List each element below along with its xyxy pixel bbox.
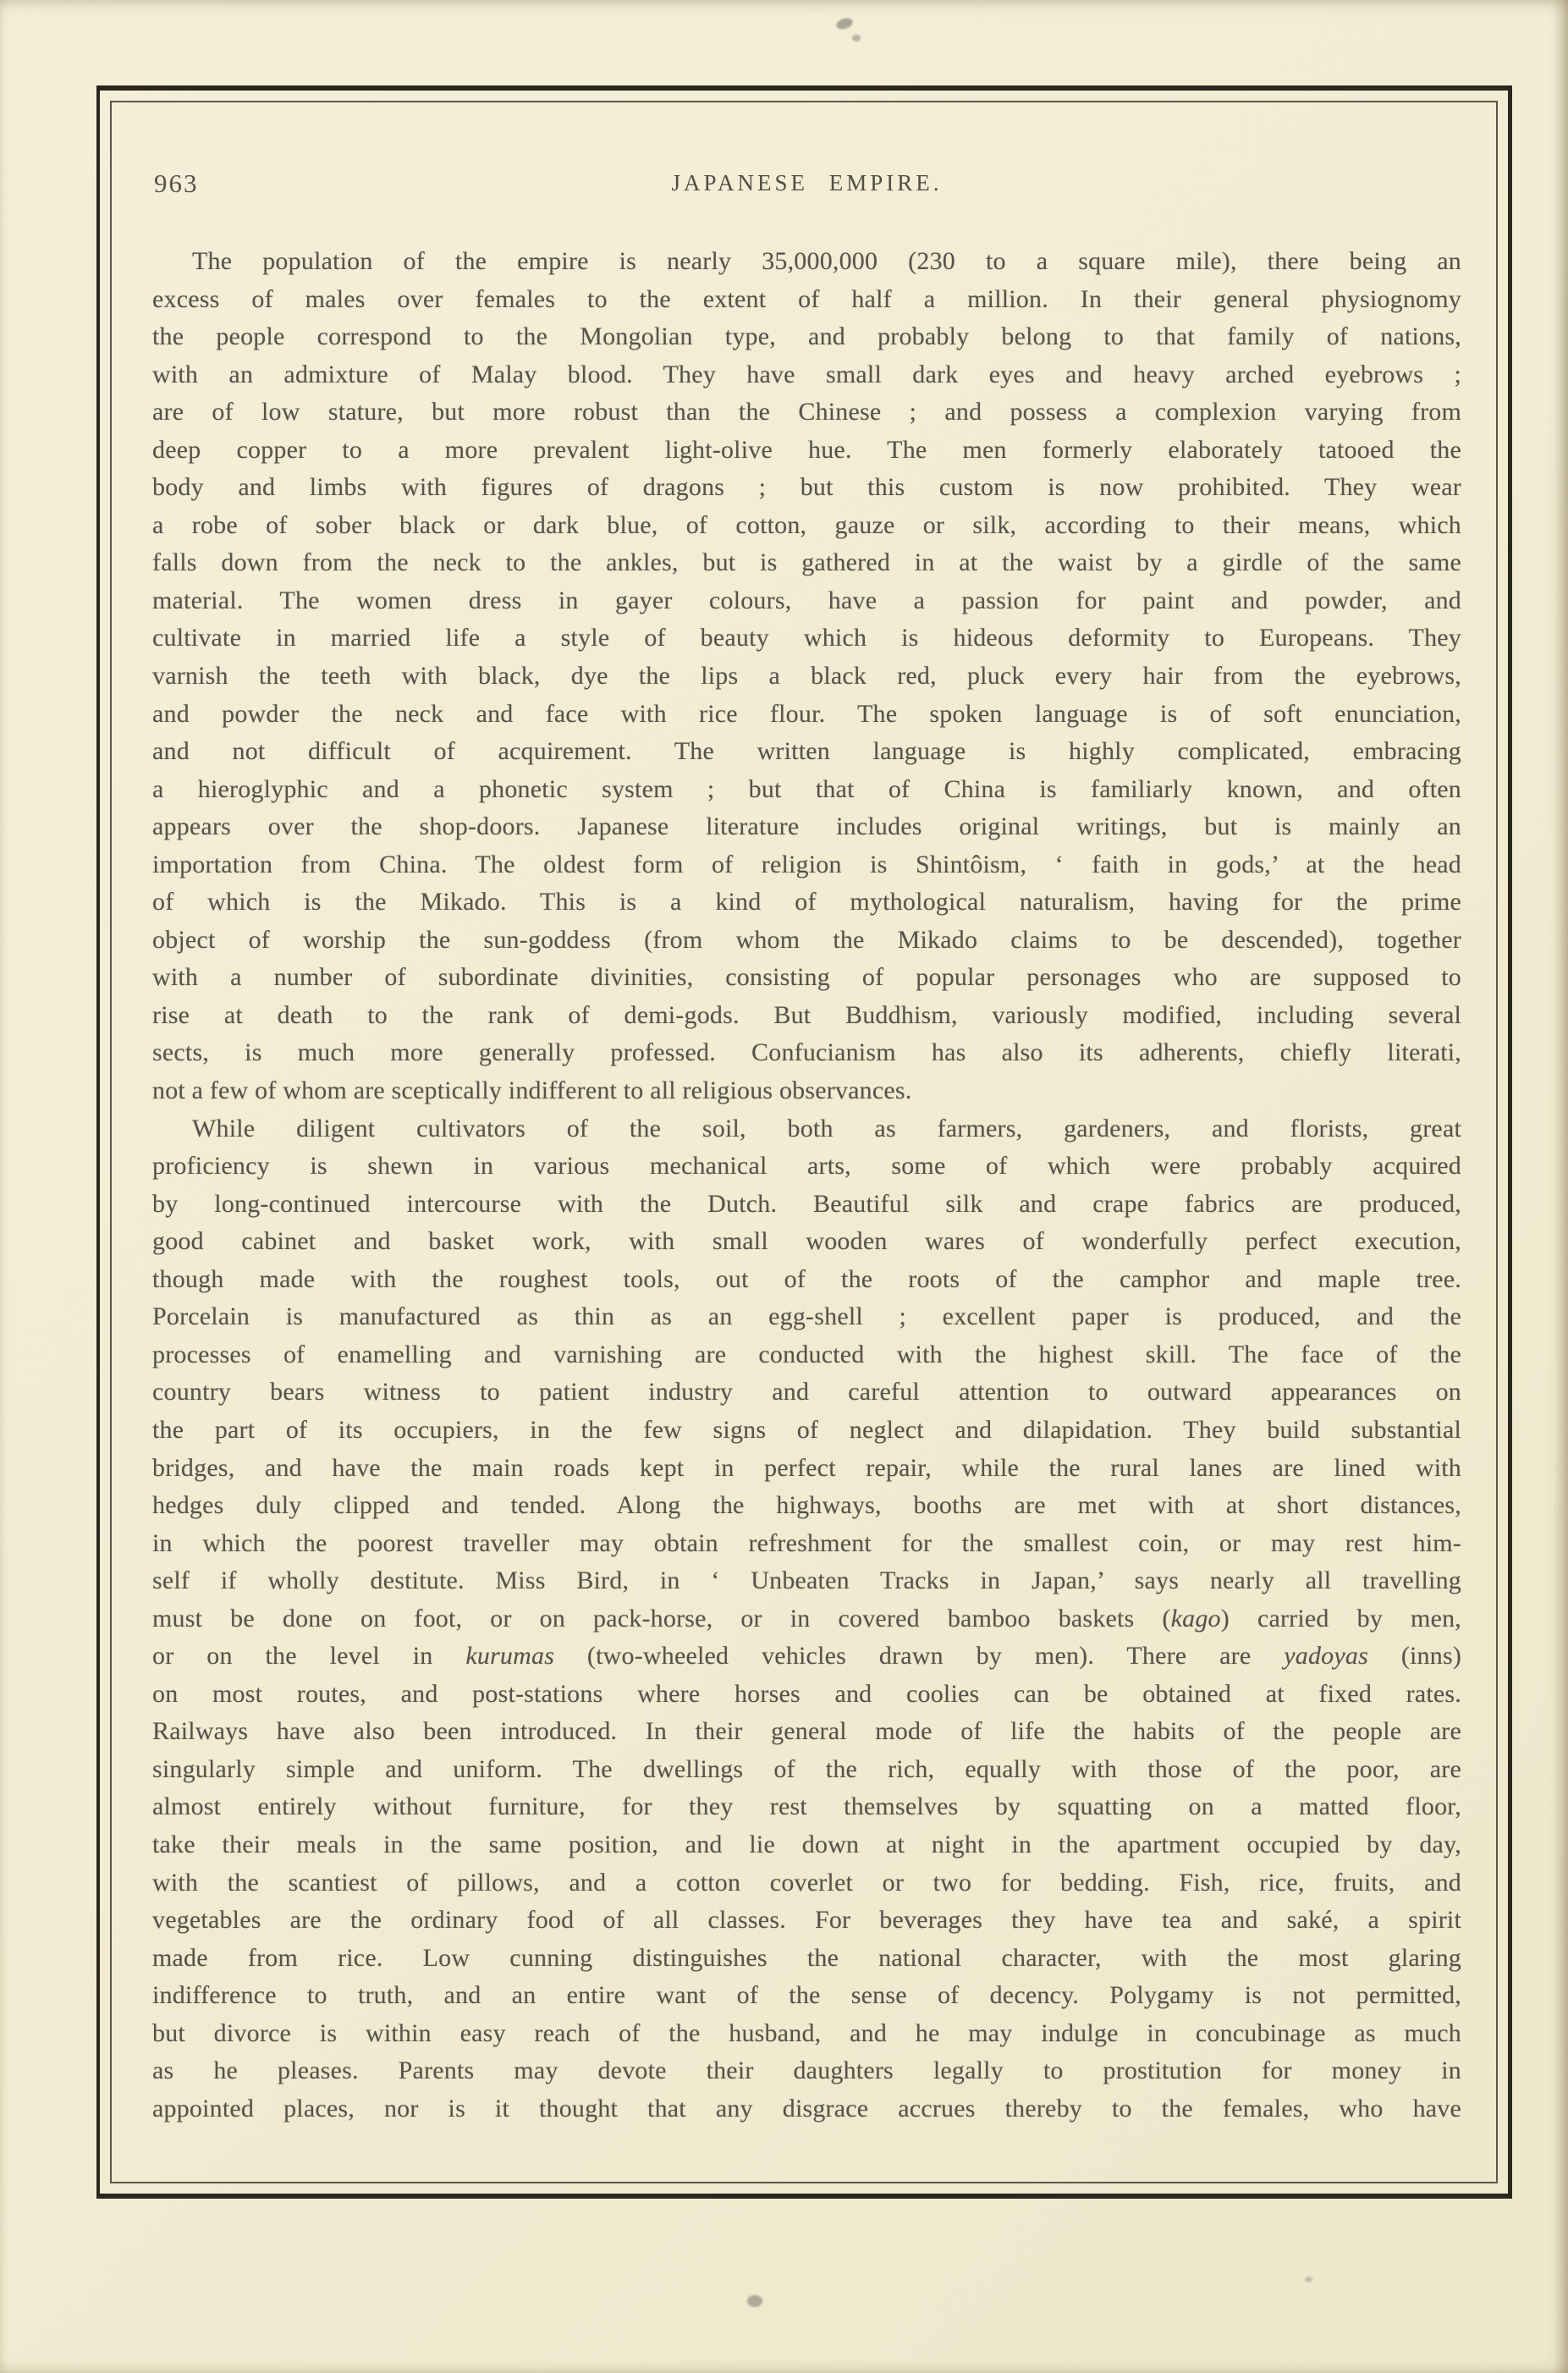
text-line: though made with the roughest tools, out of the roots of the camphor and maple tree. <box>152 1264 1461 1293</box>
text-line: the part of its occupiers, in the few signs of neglect and dilapidation. They build substantial <box>152 1415 1461 1444</box>
text-line: appears over the shop-doors. Japanese literature includes original writings, but is mainly an <box>152 812 1461 841</box>
text-line: with a number of subordinate divinities, consisting of popular personages who are supposed to <box>152 963 1461 992</box>
page-border-outer <box>96 85 1512 2199</box>
text-line: almost entirely without furniture, for they rest themselves by squatting on a matted floor, <box>152 1792 1461 1821</box>
text-line: material. The women dress in gayer colours, have a passion for paint and powder, and <box>152 586 1461 614</box>
text-line: a robe of sober black or dark blue, of cotton, gauze or silk, according to their means, which <box>152 510 1461 539</box>
text-line: importation from China. The oldest form of religion is Shintôism, ‘ faith in gods,’ at the head <box>152 850 1461 878</box>
running-header: JAPANESE EMPIRE. <box>671 170 943 195</box>
text-line: good cabinet and basket work, with small wooden wares of wonderfully perfect execution, <box>152 1227 1461 1256</box>
page-border-inner <box>110 101 1498 2183</box>
scan-speck <box>835 16 855 31</box>
text-line: hedges duly clipped and tended. Along the highways, booths are met with at short distances, <box>152 1491 1461 1520</box>
text-line: are of low stature, but more robust than the Chinese ; and possess a complexion varying from <box>152 398 1461 427</box>
paragraph <box>152 243 1461 1110</box>
text-line: and not difficult of acquirement. The written language is highly complicated, embracing <box>152 737 1461 766</box>
text-line: body and limbs with figures of dragons ; but this custom is now prohibited. They wear <box>152 473 1461 502</box>
text-line: self if wholly destitute. Miss Bird, in ‘ Unbeaten Tracks in Japan,’ says nearly all travelling <box>152 1566 1461 1595</box>
text-line: falls down from the neck to the ankles, but is gathered in at the waist by a girdle of the same <box>152 548 1461 577</box>
scan-speck <box>1305 2277 1312 2282</box>
text-line: with an admixture of Malay blood. They have small dark eyes and heavy arched eyebrows ; <box>152 360 1461 388</box>
text-line: made from rice. Low cunning distinguishes the national character, with the most glaring <box>152 1943 1461 1972</box>
text-line: cultivate in married life a style of beauty which is hideous deformity to Europeans. They <box>152 624 1461 652</box>
text-line: rise at death to the rank of demi-gods. But Buddhism, variously modified, including several <box>152 1000 1461 1029</box>
text-line: appointed places, nor is it thought that any disgrace accrues thereby to the females, who have <box>152 2094 1461 2122</box>
text-line: deep copper to a more prevalent light-olive hue. The men formerly elaborately tatooed the <box>152 435 1461 464</box>
text-line: and powder the neck and face with rice flour. The spoken language is of soft enunciation, <box>152 699 1461 728</box>
text-line: singularly simple and uniform. The dwellings of the rich, equally with those of the poor, are <box>152 1754 1461 1783</box>
text-line: bridges, and have the main roads kept in perfect repair, while the rural lanes are lined with <box>152 1453 1461 1482</box>
text-line: Railways have also been introduced. In their general mode of life the habits of the people are <box>152 1717 1461 1746</box>
text-line: by long-continued intercourse with the Dutch. Beautiful silk and crape fabrics are produced, <box>152 1189 1461 1218</box>
text-line: on most routes, and post-stations where horses and coolies can be obtained at fixed rates. <box>152 1679 1461 1708</box>
scan-speck <box>852 35 861 41</box>
text-line: with the scantiest of pillows, and a cotton coverlet or two for bedding. Fish, rice, fruits, and <box>152 1868 1461 1897</box>
masthead <box>152 168 1461 204</box>
text-line: a hieroglyphic and a phonetic system ; but that of China is familiarly known, and often <box>152 774 1461 803</box>
text-line: proficiency is shewn in various mechanical arts, some of which were probably acquired <box>152 1152 1461 1181</box>
text-line: but divorce is within easy reach of the husband, and he may indulge in concubinage as much <box>152 2018 1461 2047</box>
text-line: vegetables are the ordinary food of all classes. For beverages they have tea and saké, a spirit <box>152 1906 1461 1935</box>
text-line: The population of the empire is nearly 35,000,000 (230 to a square mile), there being an <box>192 247 1461 275</box>
text-line: in which the poorest traveller may obtain refreshment for the smallest coin, or may rest him- <box>152 1528 1461 1557</box>
text-line: as he pleases. Parents may devote their daughters legally to prostitution for money in <box>152 2056 1461 2085</box>
text-block <box>152 243 1461 2128</box>
text-line: not a few of whom are sceptically indifferent to all religious observances. <box>152 1076 912 1105</box>
page-number: 963 <box>154 168 199 198</box>
text-line: object of worship the sun-goddess (from whom the Mikado claims to be descended), together <box>152 925 1461 954</box>
text-line: the people correspond to the Mongolian type, and probably belong to that family of nations, <box>152 322 1461 351</box>
text-line: of which is the Mikado. This is a kind of mythological naturalism, having for the prime <box>152 888 1461 917</box>
text-line: processes of enamelling and varnishing are conducted with the highest skill. The face of the <box>152 1340 1461 1368</box>
text-line: Porcelain is manufactured as thin as an egg-shell ; excellent paper is produced, and the <box>152 1302 1461 1331</box>
page-content <box>112 102 1496 2182</box>
text-line: take their meals in the same position, and lie down at night in the apartment occupied by day, <box>152 1830 1461 1858</box>
text-line: excess of males over females to the extent of half a million. In their general physiognomy <box>152 284 1461 313</box>
text-line: varnish the teeth with black, dye the lips a black red, pluck every hair from the eyebrows, <box>152 662 1461 691</box>
text-line: must be done on foot, or on pack-horse, or in covered bamboo baskets (kago) carried by men, <box>152 1604 1461 1632</box>
page-edge-shadow <box>1553 0 1568 2373</box>
text-line: indifference to truth, and an entire want of the sense of decency. Polygamy is not permitted, <box>152 1981 1461 2010</box>
text-line: While diligent cultivators of the soil, both as farmers, gardeners, and florists, great <box>192 1114 1461 1142</box>
text-line: country bears witness to patient industry and careful attention to outward appearances on <box>152 1378 1461 1407</box>
text-line: or on the level in kurumas (two-wheeled vehicles drawn by men). There are yadoyas (inns) <box>152 1642 1462 1671</box>
text-line: sects, is much more generally professed. Confucianism has also its adherents, chiefly literati, <box>152 1038 1461 1067</box>
scan-speck <box>747 2295 762 2307</box>
paragraph <box>152 1110 1461 2128</box>
